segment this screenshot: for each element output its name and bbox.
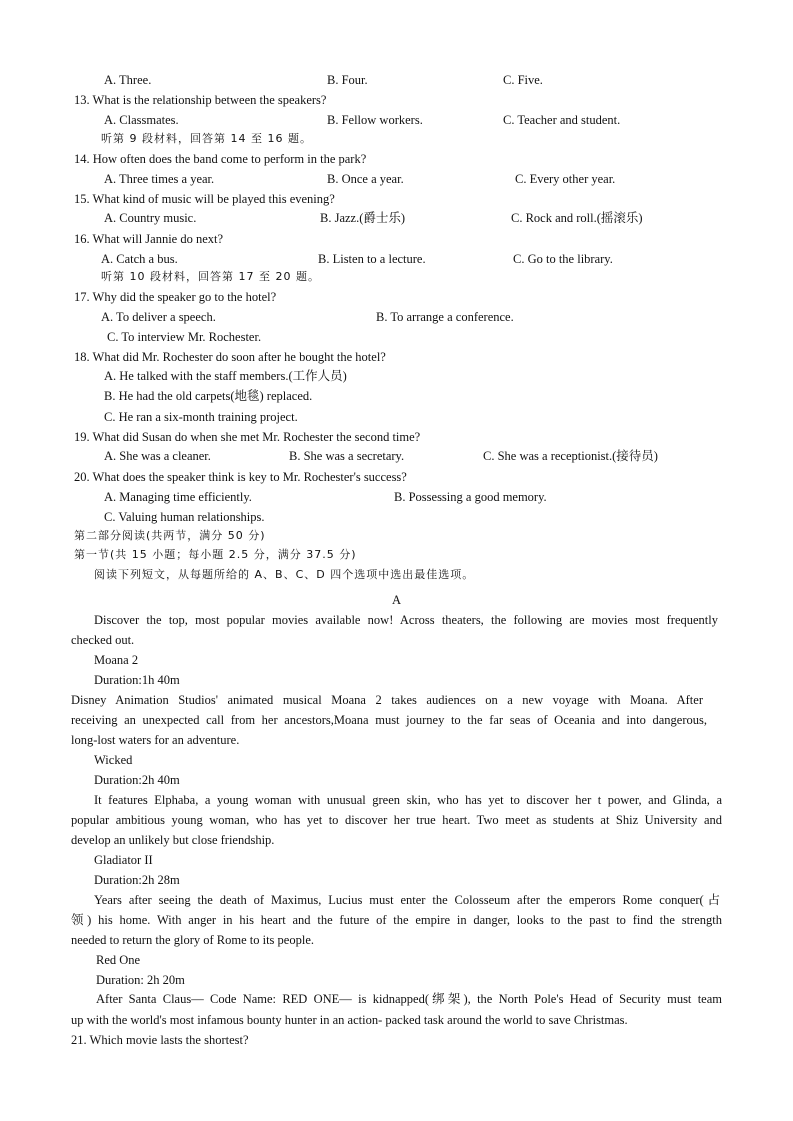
movie-description-line: needed to return the glory of Rome to its people. <box>71 933 314 947</box>
q19-option-a: A. She was a cleaner. <box>104 449 211 463</box>
q17-question: 17. Why did the speaker go to the hotel? <box>74 290 277 304</box>
movie-description-line: long-lost waters for an adventure. <box>71 733 240 747</box>
q14-question: 14. How often does the band come to perform in the park? <box>74 152 367 166</box>
q17-option-b: B. To arrange a conference. <box>376 310 514 324</box>
movie-duration: Duration:2h 28m <box>94 873 180 887</box>
passage-letter: A <box>391 593 402 607</box>
q21-question: 21. Which movie lasts the shortest? <box>71 1033 249 1047</box>
movie-description-line: It features Elphaba, a young woman with unusual green skin, who has yet to discover her t power, and Glinda, a <box>94 793 722 807</box>
movie-description-line: After Santa Claus— Code Name: RED ONE— is kidnapped(绑架), the North Pole's Head of Security must team <box>96 992 722 1006</box>
q18-option-c: C. He ran a six-month training project. <box>104 410 298 424</box>
q20-question: 20. What does the speaker think is key to Mr. Rochester's success? <box>74 470 407 484</box>
q15-option-c: C. Rock and roll.(摇滚乐) <box>511 211 643 225</box>
q20-option-b: B. Possessing a good memory. <box>394 490 547 504</box>
q17-option-a: A. To deliver a speech. <box>101 310 216 324</box>
q14-option-b: B. Once a year. <box>327 172 404 186</box>
intro-line-1: Discover the top, most popular movies available now! Across theaters, the following are movies most frequently <box>94 613 718 627</box>
movie-title: Gladiator II <box>94 853 153 867</box>
q17-option-c: C. To interview Mr. Rochester. <box>107 330 262 344</box>
q13-option-c: C. Teacher and student. <box>503 113 621 127</box>
q12-option-c: C. Five. <box>503 73 543 87</box>
movie-title: Wicked <box>94 753 133 767</box>
movie-title: Red One <box>96 953 141 967</box>
q19-option-c: C. She was a receptionist.(接待员) <box>483 449 658 463</box>
q19-question: 19. What did Susan do when she met Mr. Rochester the second time? <box>74 430 421 444</box>
q12-option-b: B. Four. <box>327 73 368 87</box>
movie-description-line: develop an unlikely but close friendship. <box>71 833 275 847</box>
movie-description-line: popular ambitious young woman, who has yet to discover her true heart. Two meet as students at Shiz University and <box>71 813 722 827</box>
movie-description-line: Disney Animation Studios' animated musical Moana 2 takes audiences on a new voyage with Moana. After <box>71 693 703 707</box>
q16-option-c: C. Go to the library. <box>513 252 613 266</box>
q15-question: 15. What kind of music will be played this evening? <box>74 192 335 206</box>
q18-question: 18. What did Mr. Rochester do soon after he bought the hotel? <box>74 350 386 364</box>
q20-option-c: C. Valuing human relationships. <box>104 510 265 524</box>
movie-duration: Duration: 2h 20m <box>96 973 185 987</box>
q14-option-a: A. Three times a year. <box>104 172 215 186</box>
movie-description-line: up with the world's most infamous bounty hunter in an action- packed task around the world to save Christmas. <box>71 1013 628 1027</box>
q18-option-a: A. He talked with the staff members.(工作人员) <box>104 369 347 383</box>
listening-instruction-10: 听第 10 段材料，回答第 17 至 20 题。 <box>101 270 320 283</box>
q14-option-c: C. Every other year. <box>515 172 616 186</box>
q18-option-b: B. He had the old carpets(地毯) replaced. <box>104 389 313 403</box>
q16-question: 16. What will Jannie do next? <box>74 232 224 246</box>
listening-instruction-9: 听第 9 段材料，回答第 14 至 16 题。 <box>101 132 312 145</box>
q13-option-b: B. Fellow workers. <box>327 113 423 127</box>
part2-heading: 第二部分阅读(共两节，满分 50 分) <box>74 529 266 542</box>
section1-instruction: 阅读下列短文，从每题所给的 A、B、C、D 四个选项中选出最佳选项。 <box>94 568 475 581</box>
movie-description-line: receiving an unexpected call from her ancestors,Moana must journey to the far seas of Oceania and into dangerous, <box>71 713 707 727</box>
q16-option-a: A. Catch a bus. <box>101 252 178 266</box>
movie-description-line: Years after seeing the death of Maximus, Lucius must enter the Colosseum after the emperors Rome conquer(占 <box>94 893 720 907</box>
q13-option-a: A. Classmates. <box>104 113 179 127</box>
q16-option-b: B. Listen to a lecture. <box>318 252 426 266</box>
section1-heading: 第一节(共 15 小题；每小题 2.5 分，满分 37.5 分) <box>74 548 357 561</box>
movie-title: Moana 2 <box>94 653 139 667</box>
movie-duration: Duration:1h 40m <box>94 673 180 687</box>
q19-option-b: B. She was a secretary. <box>289 449 405 463</box>
movie-description-line: 领) his home. With anger in his heart and the future of the empire in danger, looks to the past to find the strength <box>71 913 722 927</box>
q15-option-b: B. Jazz.(爵士乐) <box>320 211 406 225</box>
q12-option-a: A. Three. <box>104 73 152 87</box>
movie-duration: Duration:2h 40m <box>94 773 180 787</box>
q15-option-a: A. Country music. <box>104 211 197 225</box>
q13-question: 13. What is the relationship between the speakers? <box>74 93 327 107</box>
intro-line-2: checked out. <box>71 633 135 647</box>
q20-option-a: A. Managing time efficiently. <box>104 490 252 504</box>
